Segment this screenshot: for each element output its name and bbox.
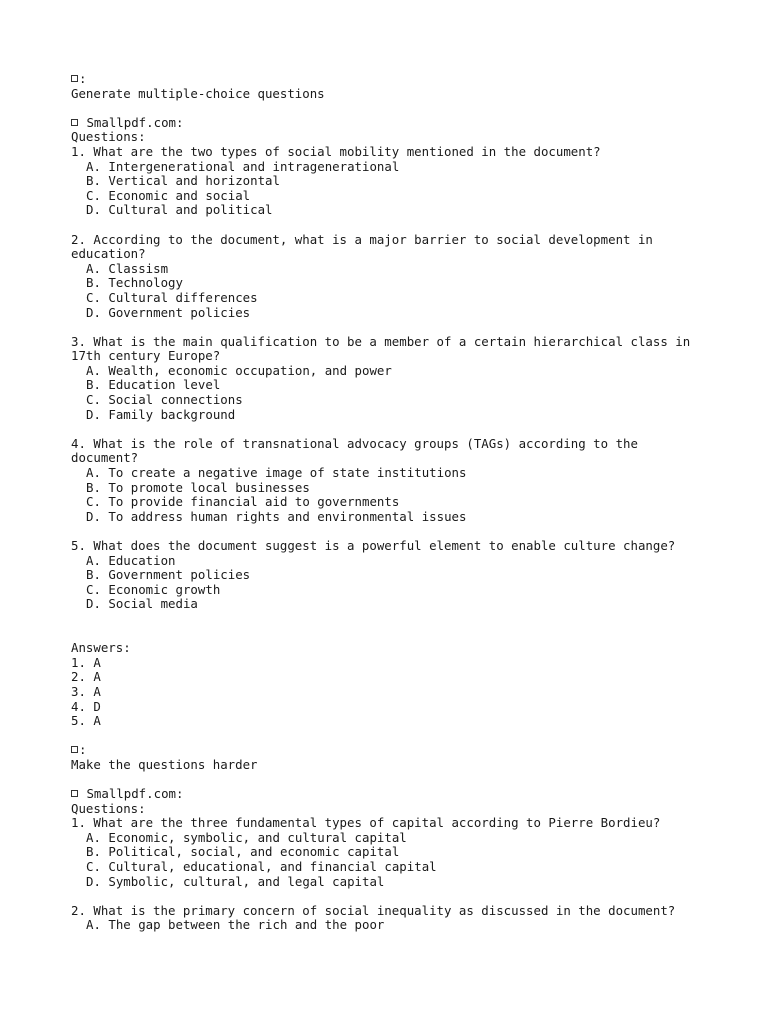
answer-option: D. Symbolic, cultural, and legal capital	[86, 873, 385, 889]
question-text: 1. What are the two types of social mobility mentioned in the document?	[71, 143, 601, 159]
chat-transcript	[71, 72, 751, 933]
assistant-speaker-line: Smallpdf.com:	[71, 787, 751, 802]
answer-option: A. Education	[86, 552, 176, 568]
answer-option: C. Cultural differences	[86, 289, 258, 305]
answer-key-item: 3. A	[71, 683, 101, 699]
answer-option: A. To create a negative image of state institutions	[86, 465, 467, 481]
answer-option: C. Economic growth	[86, 581, 221, 597]
question-text: 4. What is the role of transnational advocacy groups (TAGs) according to the	[71, 435, 638, 451]
answer-option: A. Wealth, economic occupation, and power	[86, 362, 392, 378]
question-text: 3. What is the main qualification to be a member of a certain hierarchical class in	[71, 333, 691, 349]
answer-option: D. Social media	[86, 596, 198, 612]
assistant-speaker-line: Smallpdf.com:	[71, 116, 751, 131]
answer-option: A. Economic, symbolic, and cultural capital	[86, 829, 407, 845]
user-icon	[71, 75, 78, 82]
answer-key-item: 2. A	[71, 669, 101, 685]
answer-key-item: 5. A	[71, 713, 101, 729]
user-speaker-line: :	[71, 743, 751, 758]
answer-option: C. To provide financial aid to governments	[86, 494, 400, 510]
questions-heading: Questions:	[71, 129, 146, 145]
question-text-continued: 17th century Europe?	[71, 348, 221, 364]
answer-option: A. The gap between the rich and the poor	[86, 917, 385, 933]
answer-option: D. Government policies	[86, 304, 251, 320]
answer-option: B. Government policies	[86, 567, 251, 583]
question-text: 2. According to the document, what is a major barrier to social development in	[71, 231, 653, 247]
answer-option: B. Political, social, and economic capital	[86, 844, 400, 860]
user-message: Make the questions harder	[71, 756, 258, 772]
answer-option: B. Education level	[86, 377, 221, 393]
answer-option: C. Cultural, educational, and financial capital	[86, 859, 437, 875]
answer-key-item: 4. D	[71, 698, 101, 714]
answers-heading: Answers:	[71, 640, 131, 656]
answer-option: C. Economic and social	[86, 187, 251, 203]
answer-option: D. To address human rights and environmental issues	[86, 508, 467, 524]
assistant-icon	[71, 790, 78, 797]
questions-heading: Questions:	[71, 800, 146, 816]
question-text-continued: document?	[71, 450, 139, 466]
answer-option: A. Intergenerational and intragenerational	[86, 158, 400, 174]
question-text: 5. What does the document suggest is a powerful element to enable culture change?	[71, 538, 676, 553]
question-text-continued: education?	[71, 246, 146, 262]
answer-option: B. To promote local businesses	[86, 479, 310, 495]
answer-option: B. Vertical and horizontal	[86, 173, 280, 189]
answer-option: B. Technology	[86, 275, 183, 291]
answer-option: A. Classism	[86, 260, 169, 276]
answer-option: C. Social connections	[86, 392, 243, 408]
assistant-icon	[71, 119, 78, 126]
question-text: 1. What are the three fundamental types of capital according to Pierre Bordieu?	[71, 815, 661, 831]
user-speaker-line: :	[71, 72, 751, 87]
answer-option: D. Cultural and political	[86, 202, 273, 218]
answer-key-item: 1. A	[71, 654, 101, 670]
user-icon	[71, 746, 78, 753]
user-message: Generate multiple-choice questions	[71, 85, 325, 101]
answer-option: D. Family background	[86, 406, 236, 422]
question-text: 2. What is the primary concern of social inequality as discussed in the document?	[71, 902, 676, 918]
